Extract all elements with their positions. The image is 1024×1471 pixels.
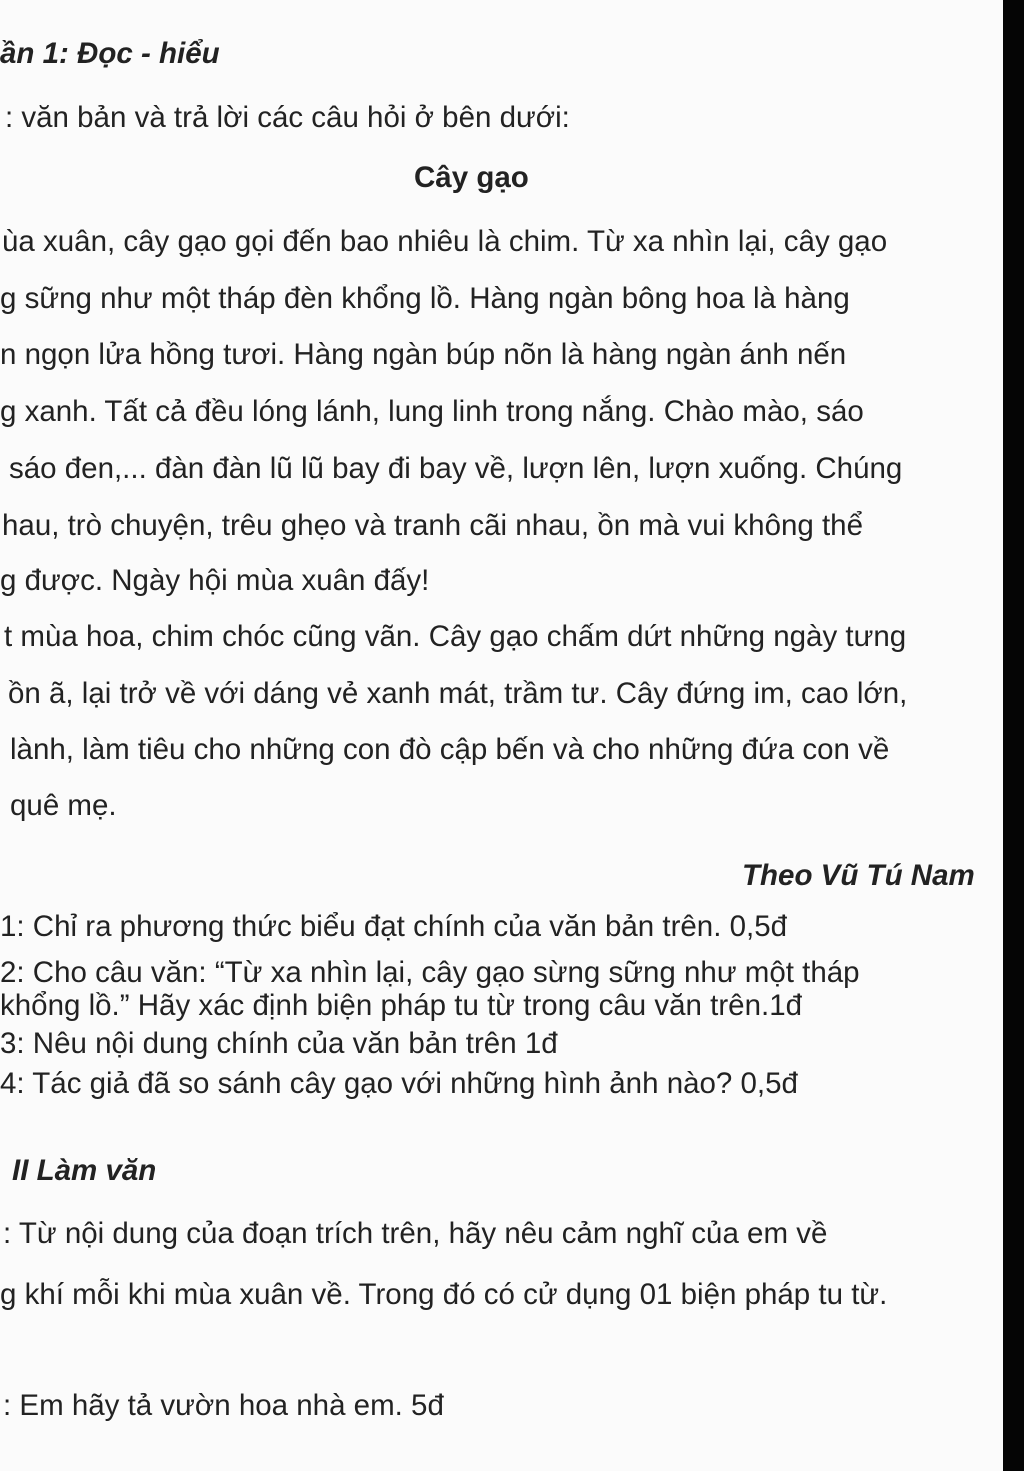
passage-line: ồn ã, lại trở về với dáng vẻ xanh mát, trầm tư. Cây đứng im, cao lớn,	[8, 677, 908, 710]
part2-heading: II Làm văn	[12, 1154, 157, 1187]
passage-line: g xanh. Tất cả đều lóng lánh, lung linh trong nắng. Chào mào, sáo	[0, 395, 864, 428]
passage-line: g được. Ngày hội mùa xuân đấy!	[0, 564, 430, 597]
question-line: 3: Nêu nội dung chính của văn bản trên 1đ	[0, 1027, 558, 1060]
passage-line: ùa xuân, cây gạo gọi đến bao nhiêu là chim. Từ xa nhìn lại, cây gạo	[2, 225, 888, 258]
part1-heading: ần 1: Đọc - hiểu	[0, 37, 220, 70]
question-line: 4: Tác giả đã so sánh cây gạo với những hình ảnh nào? 0,5đ	[0, 1067, 798, 1100]
passage-title: Cây gạo	[414, 161, 529, 194]
passage-line: quê mẹ.	[10, 789, 117, 822]
passage-line: n ngọn lửa hồng tươi. Hàng ngàn búp nõn là hàng ngàn ánh nến	[0, 338, 847, 371]
passage-line: sáo đen,... đàn đàn lũ lũ bay đi bay về, lượn lên, lượn xuống. Chúng	[9, 452, 903, 485]
passage-attribution: Theo Vũ Tú Nam	[742, 859, 975, 892]
passage-line: t mùa hoa, chim chóc cũng vãn. Cây gạo chấm dứt những ngày tưng	[4, 620, 907, 653]
part2-task-line: : Từ nội dung của đoạn trích trên, hãy nêu cảm nghĩ của em về	[3, 1217, 828, 1250]
question-line: khổng lồ.” Hãy xác định biện pháp tu từ trong câu văn trên.1đ	[0, 989, 803, 1022]
passage-line: hau, trò chuyện, trêu ghẹo và tranh cãi nhau, ồn mà vui không thể	[2, 509, 863, 542]
part2-task-line: : Em hãy tả vườn hoa nhà em. 5đ	[3, 1389, 444, 1422]
question-line: 2: Cho câu văn: “Từ xa nhìn lại, cây gạo sừng sững như một tháp	[0, 956, 860, 989]
passage-line: lành, làm tiêu cho những con đò cập bến và cho những đứa con về	[10, 733, 890, 766]
page-edge-shadow	[1003, 0, 1024, 1471]
part1-instruction: : văn bản và trả lời các câu hỏi ở bên dưới:	[5, 101, 570, 134]
part2-task-line: g khí mỗi khi mùa xuân về. Trong đó có cử dụng 01 biện pháp tu từ.	[0, 1278, 888, 1311]
question-line: 1: Chỉ ra phương thức biểu đạt chính của văn bản trên. 0,5đ	[0, 910, 788, 943]
passage-line: g sững như một tháp đèn khổng lồ. Hàng ngàn bông hoa là hàng	[0, 282, 850, 315]
